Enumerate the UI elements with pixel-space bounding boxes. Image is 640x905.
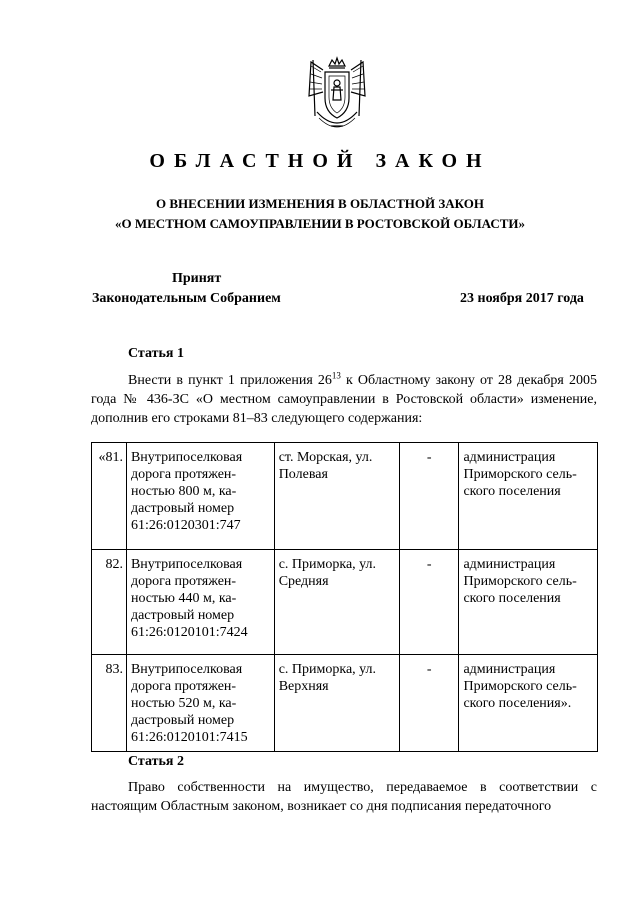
object-address: с. Приморка, ул. Средняя bbox=[274, 550, 399, 655]
object-name: Внутрипоселковая дорога протяжен-ностью 800 м, ка-дастровый номер 61:26:0120301:747 bbox=[126, 443, 274, 550]
table-row bbox=[92, 550, 598, 655]
row-number: 83. bbox=[92, 655, 127, 752]
article-1-heading: Статья 1 bbox=[128, 346, 184, 361]
adoption-date: 23 ноября 2017 года bbox=[460, 291, 584, 306]
row-number: 82. bbox=[92, 550, 127, 655]
empty-value: - bbox=[400, 443, 459, 550]
table-row bbox=[92, 655, 598, 752]
superscript: 13 bbox=[331, 370, 341, 381]
object-owner: администрация Приморского сель-ского поселения bbox=[459, 550, 598, 655]
law-title-line-1: О ВНЕСЕНИИ ИЗМЕНЕНИЯ В ОБЛАСТНОЙ ЗАКОН bbox=[156, 196, 484, 211]
row-number: «81. bbox=[92, 443, 127, 550]
law-title-line-2: «О МЕСТНОМ САМОУПРАВЛЕНИИ В РОСТОВСКОЙ ОБЛАСТИ» bbox=[115, 216, 525, 231]
empty-value: - bbox=[400, 655, 459, 752]
coat-of-arms-icon bbox=[301, 56, 373, 136]
document-type: ОБЛАСТНОЙ ЗАКОН bbox=[149, 150, 491, 172]
object-name: Внутрипоселковая дорога протяжен-ностью 520 м, ка-дастровый номер 61:26:0120101:7415 bbox=[126, 655, 274, 752]
table-row bbox=[92, 443, 598, 550]
adopted-label: Принят bbox=[172, 271, 222, 286]
object-owner: администрация Приморского сель-ского поселения». bbox=[459, 655, 598, 752]
object-address: ст. Морская, ул. Полевая bbox=[274, 443, 399, 550]
object-name: Внутрипоселковая дорога протяжен-ностью 440 м, ка-дастровый номер 61:26:0120101:7424 bbox=[126, 550, 274, 655]
article-2-text: Право собственности на имущество, передаваемое в соответствии с настоящим Областным законом, возникает со дня подписания передаточного bbox=[91, 780, 597, 814]
adopted-by: Законодательным Собранием bbox=[92, 291, 281, 306]
article-1-text: Внести в пункт 1 приложения $26^{13}$ к Областному закону от 28 декабря 2005 года № 436-ЗС «О местном самоуправлении в Ростовской области» изменение, дополнив его строками 81–83 следующего содержания: bbox=[91, 370, 597, 426]
items-table bbox=[91, 442, 598, 752]
object-owner: администрация Приморского сель-ского поселения bbox=[459, 443, 598, 550]
empty-value: - bbox=[400, 550, 459, 655]
article-2-heading: Статья 2 bbox=[128, 754, 184, 769]
object-address: с. Приморка, ул. Верхняя bbox=[274, 655, 399, 752]
